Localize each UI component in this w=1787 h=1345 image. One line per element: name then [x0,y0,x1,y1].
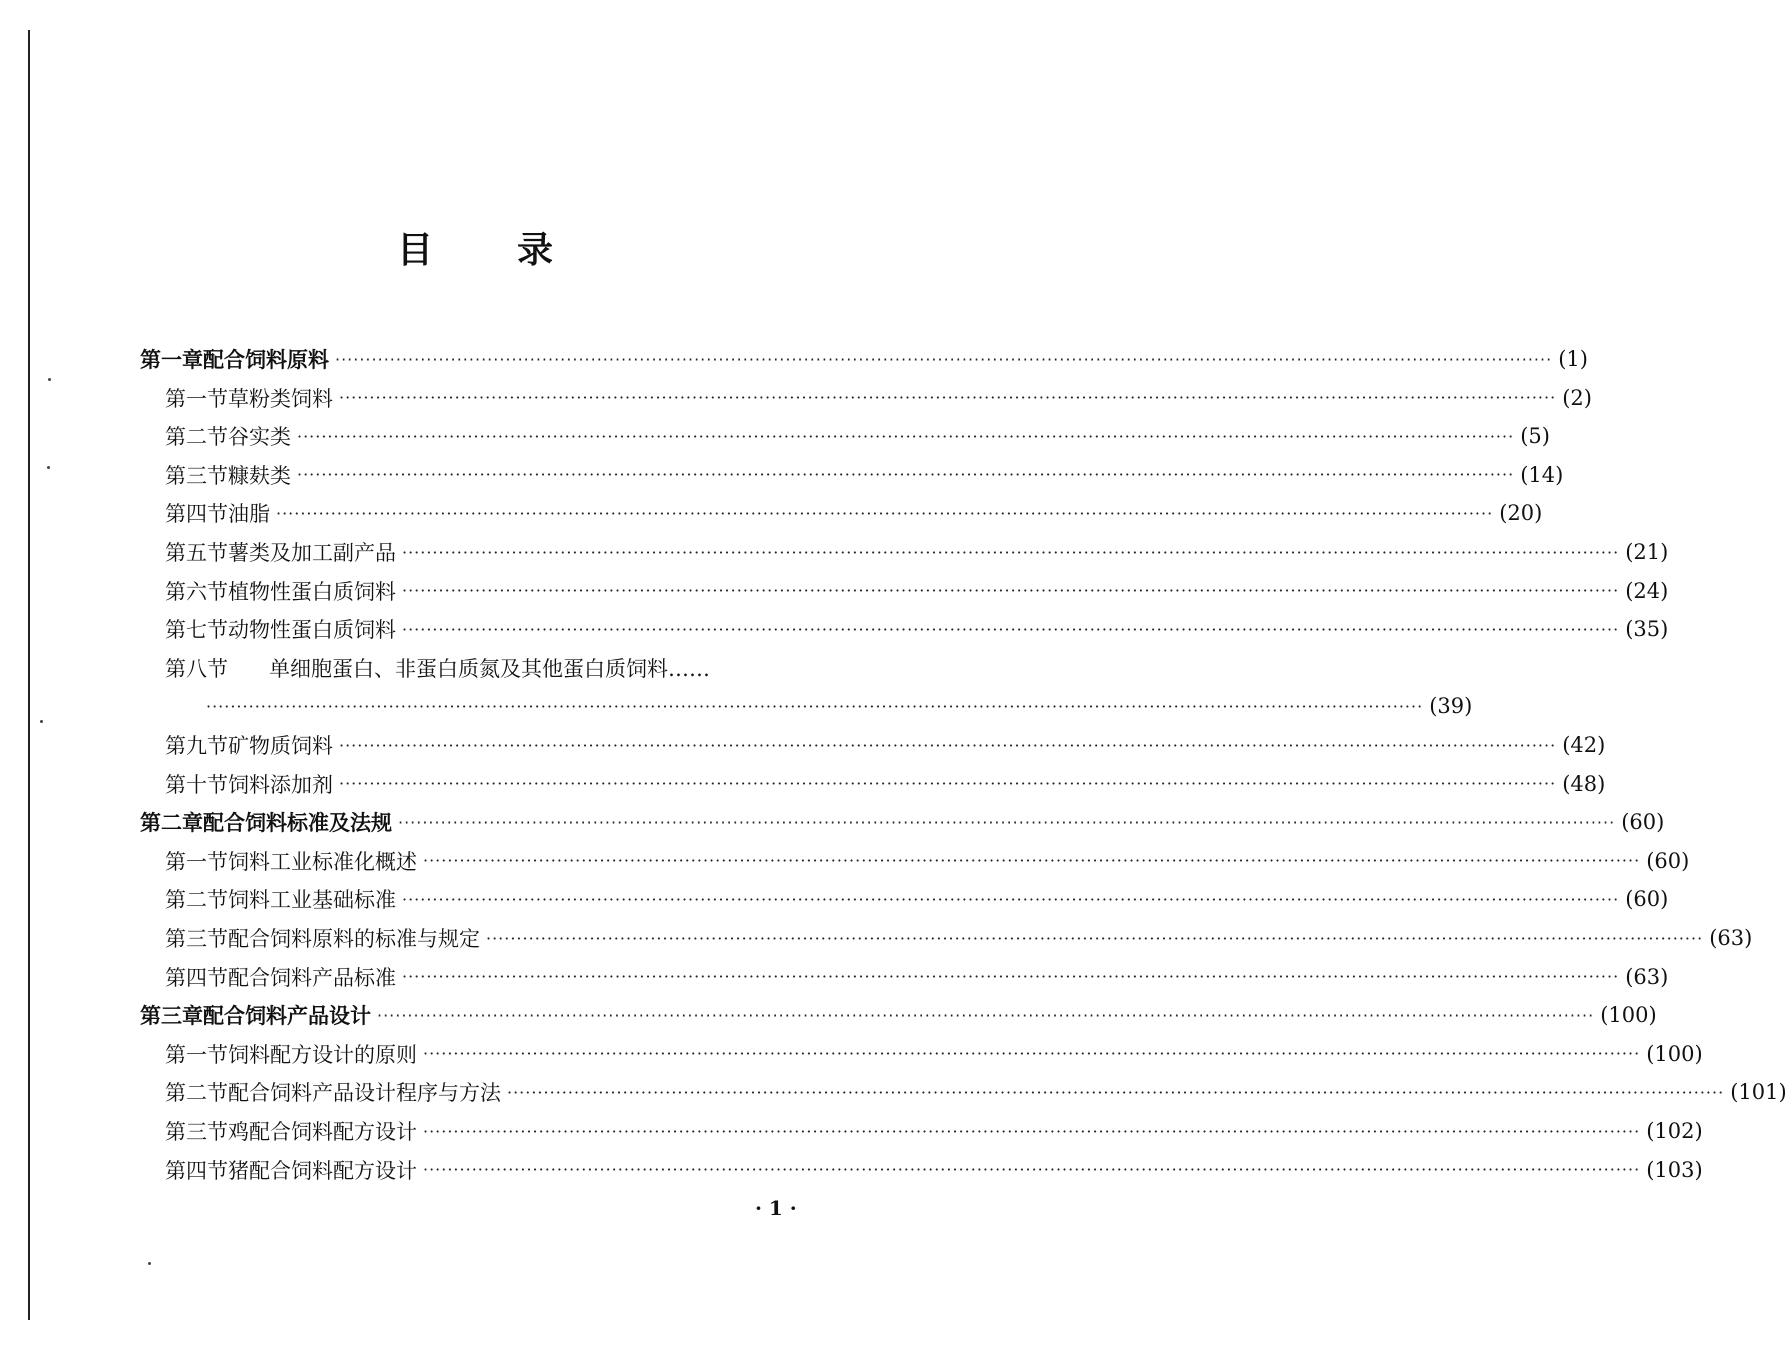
toc-leader-dots: ········································································································································································································ [402,967,1620,987]
toc-section-entry [200,687,1473,725]
toc-entry-number: 第二章 [140,811,203,836]
toc-entry-page: (1) [1558,347,1588,371]
toc-entry-page: (63) [1709,926,1753,950]
toc-entry-number: 第四节 [165,502,228,527]
toc-entry-title: 饲料添加剂 [228,772,333,797]
toc-leader-dots: ········································································································································································································ [423,851,1641,871]
toc-section-entry [165,649,842,687]
toc-entry-page: (35) [1625,617,1669,642]
title-char-2: 录 [517,230,554,271]
toc-entry-number: 第三章 [140,1004,203,1029]
toc-leader-dots: ········································································································································································································ [297,465,1515,485]
toc-entry-number: 第八节 [165,656,228,681]
toc-entry-number: 第四节 [165,965,228,990]
toc-entry-page: (100) [1646,1041,1703,1066]
toc-leader-dots: ········································································································································································································ [206,696,1424,716]
toc-entry-number: 第三节 [165,927,228,951]
toc-entry-page: (102) [1646,1119,1703,1143]
toc-entry-page: (101) [1730,1080,1787,1105]
toc-section-entry [165,572,1669,610]
toc-entry-page: (60) [1625,887,1669,912]
toc-entry-title: 草粉类饲料 [228,386,333,411]
toc-section-entry [165,379,1592,417]
toc-leader-dots: ········································································································································································································ [507,1082,1725,1102]
toc-section-entry [165,726,1606,764]
toc-leader-dots: ········································································································································································································ [402,619,1620,639]
toc-leader-dots: ········································································································································································································ [339,774,1557,794]
toc-entry-number: 第二节 [165,888,228,913]
scan-speck [40,720,43,723]
toc-leader-dots: ········································································································································································································ [402,581,1620,601]
title-char-1: 目 [396,230,433,271]
toc-entry-number: 第一节 [165,1042,228,1067]
toc-entry-title: 配合饲料产品设计程序与方法 [228,1081,501,1106]
toc-entry-title: 配合饲料产品标准 [228,965,396,990]
toc-entry-number: 第三节 [165,463,228,488]
toc-entry-title: 单细胞蛋白、非蛋白质氮及其他蛋白质饲料…… [269,656,710,681]
toc-entry-page: (60) [1621,810,1665,835]
toc-entry-page: (103) [1646,1157,1703,1182]
toc-entry-number: 第七节 [165,618,228,643]
toc-entry-page: (48) [1562,771,1606,796]
toc-entry-page: (2) [1562,385,1592,410]
toc-entry-title: 配合饲料原料 [203,348,329,372]
toc-entry-number: 第四节 [165,1158,228,1183]
toc-section-entry [165,958,1669,996]
toc-chapter-entry [140,996,1657,1034]
toc-entry-page: (14) [1520,462,1564,487]
toc-section-entry [165,533,1669,571]
toc-section-entry [165,1112,1703,1150]
toc-entry-page: (60) [1646,848,1690,873]
toc-entry-title: 猪配合饲料配方设计 [228,1158,417,1183]
toc-leader-dots: ········································································································································································································ [339,735,1557,755]
toc-entry-page: (24) [1625,578,1669,603]
toc-leader-dots: ········································································································································································································ [423,1121,1641,1141]
toc-entry-page: (100) [1600,1003,1657,1028]
toc-entry-title: 饲料工业基础标准 [228,888,396,913]
toc-leader-dots: ········································································································································································································ [339,388,1557,408]
toc-entry-title: 油脂 [228,502,270,527]
toc-section-entry [165,1035,1703,1073]
toc-entry-title: 饲料工业标准化概述 [228,849,417,874]
toc-entry-number: 第一节 [165,386,228,411]
toc-leader-dots: ········································································································································································································ [423,1044,1641,1064]
toc-entry-title: 薯类及加工副产品 [228,541,396,565]
toc-entry-title: 动物性蛋白质饲料 [228,618,396,643]
toc-section-entry [165,456,1564,494]
toc-entry-title: 植物性蛋白质饲料 [228,579,396,604]
toc-section-entry [165,417,1550,455]
toc-entry-number: 第九节 [165,734,228,758]
toc-section-entry [165,765,1606,803]
page-title [0,222,950,273]
toc-entry-page: (39) [1429,694,1473,719]
toc-entry-title: 饲料配方设计的原则 [228,1042,417,1067]
toc-entry-title: 谷实类 [228,425,291,450]
toc-entry-title: 配合饲料原料的标准与规定 [228,927,480,951]
toc-leader-dots: ········································································································································································································ [276,503,1494,523]
scan-speck [148,1262,151,1265]
toc-leader-dots: ········································································································································································································ [398,812,1616,832]
toc-section-entry [165,919,1753,957]
toc-section-entry [165,610,1669,648]
toc-section-entry [165,1073,1787,1111]
toc-entry-title: 鸡配合饲料配方设计 [228,1120,417,1144]
toc-leader-dots: ········································································································································································································ [377,1005,1595,1025]
toc-section-entry [165,1151,1703,1189]
page-number: · 1 · [755,1196,797,1220]
toc-entry-number: 第一节 [165,849,228,874]
toc-chapter-entry [140,803,1665,841]
toc-entry-number: 第二节 [165,1081,228,1106]
toc-entry-number: 第一章 [140,348,203,372]
toc-entry-number: 第五节 [165,541,228,565]
scan-speck [47,466,50,469]
toc-entry-number: 第十节 [165,772,228,797]
toc-entry-page: (5) [1520,424,1550,449]
toc-entry-title: 配合饲料标准及法规 [203,811,392,836]
toc-entry-page: (20) [1499,501,1543,526]
toc-entry-title: 配合饲料产品设计 [203,1004,371,1029]
toc-leader-dots: ········································································································································································································ [486,928,1704,948]
toc-leader-dots: ········································································································································································································ [423,1160,1641,1180]
toc-entry-page: (21) [1625,540,1669,564]
toc-section-entry [165,842,1690,880]
toc-chapter-entry [140,340,1588,378]
toc-entry-number: 第六节 [165,579,228,604]
toc-entry-title: 糠麸类 [228,463,291,488]
toc-leader-dots: ········································································································································································································ [402,889,1620,909]
toc-leader-dots: ········································································································································································································ [402,542,1620,562]
toc-leader-dots: ········································································································································································································ [335,349,1553,369]
toc-leader-dots: ········································································································································································································ [297,426,1515,446]
toc-entry-title: 矿物质饲料 [228,734,333,758]
toc-entry-number: 第三节 [165,1120,228,1144]
toc-section-entry [165,494,1543,532]
toc-section-entry [165,880,1669,918]
toc-entry-number: 第二节 [165,425,228,450]
toc-entry-page: (42) [1562,733,1606,757]
toc-entry-page: (63) [1625,964,1669,989]
scan-speck [48,378,51,381]
